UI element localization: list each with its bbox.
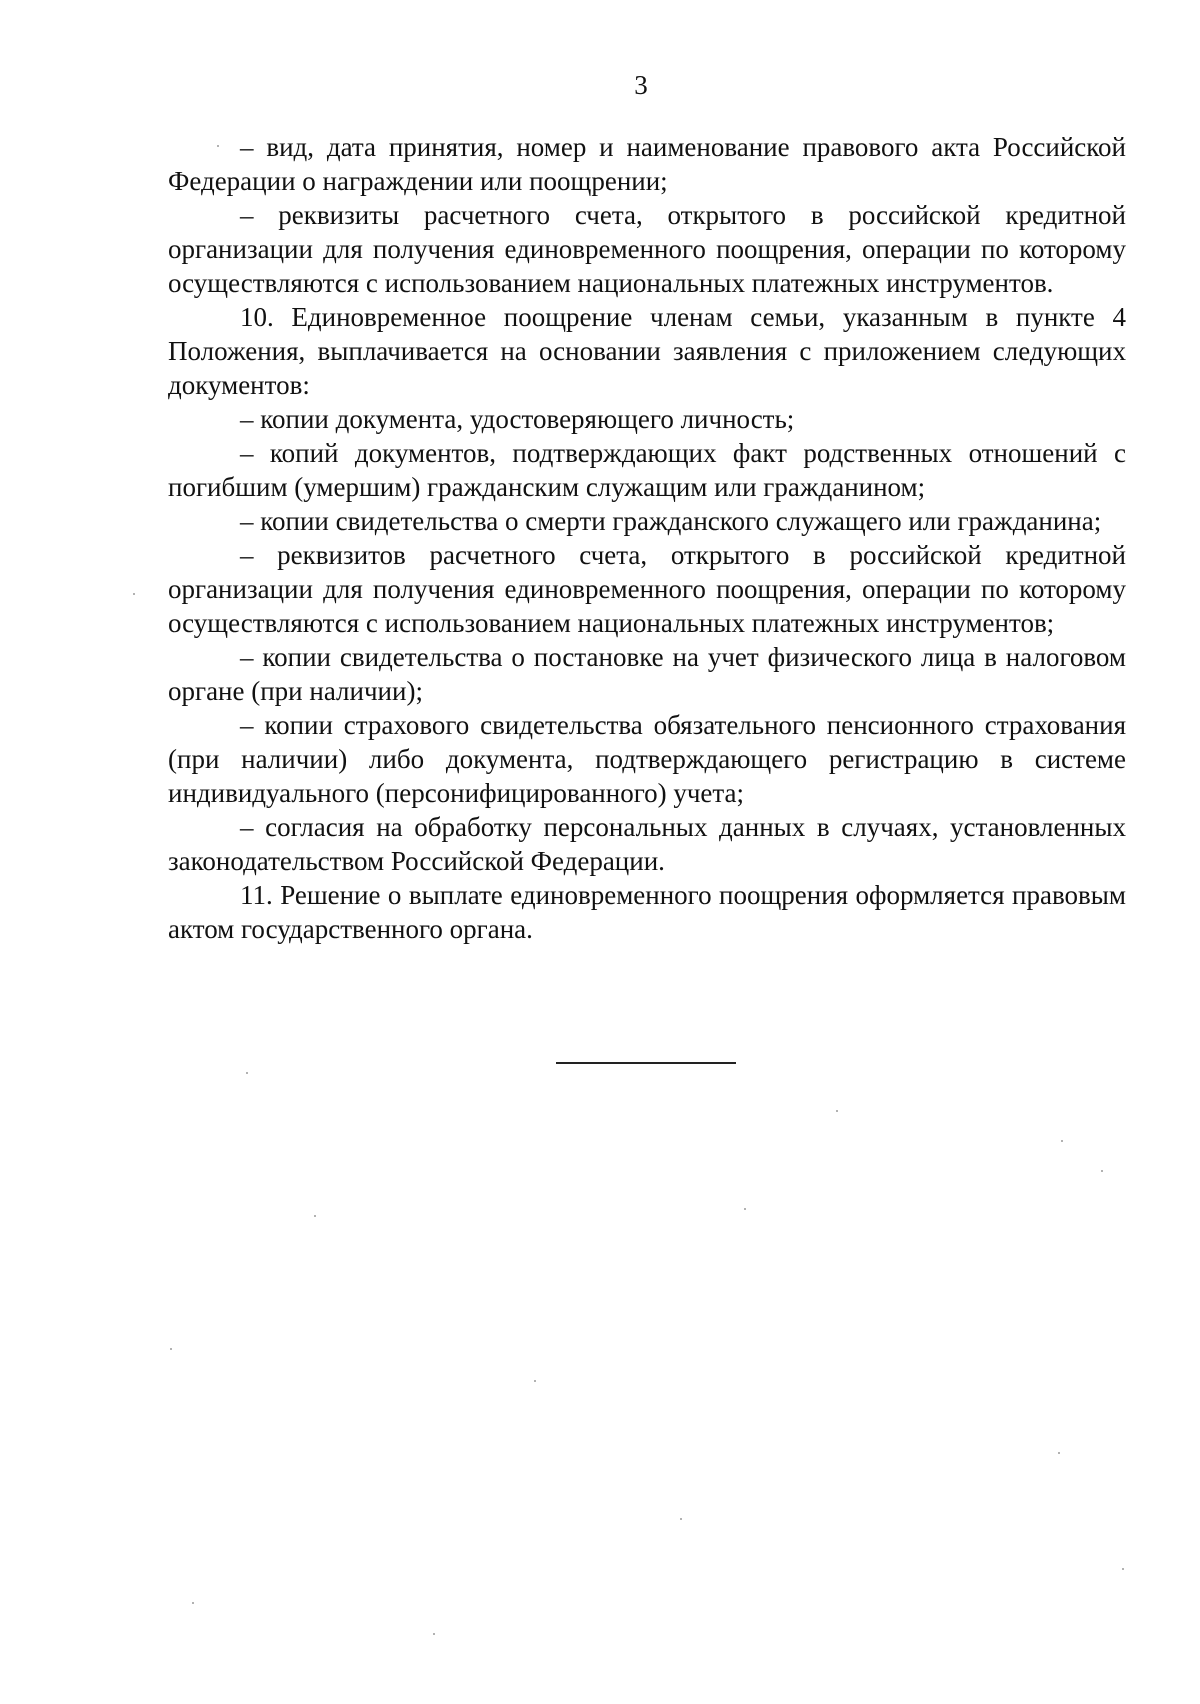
scan-speck [433, 1633, 435, 1635]
scan-speck [1058, 1452, 1060, 1454]
paragraph-bank-account-details: – реквизиты расчетного счета, открытого в российской кредитной организации для получения единовременного поощрения, операции по которому осуществляются с использованием национальных платежных инструментов. [168, 200, 1126, 298]
scan-speck [170, 1348, 172, 1350]
scan-speck [1122, 1568, 1124, 1570]
paragraph-tax-registration: – копии свидетельства о постановке на учет физического лица в налоговом органе (при наличии); [168, 642, 1126, 706]
paragraph-identity-document: – копии документа, удостоверяющего личность; [240, 404, 795, 434]
paragraph-award-act-details: – вид, дата принятия, номер и наименование правового акта Российской Федерации о награждении или поощрении; [168, 132, 1126, 196]
scan-speck [1101, 1170, 1103, 1172]
paragraph-kinship-documents: – копий документов, подтверждающих факт родственных отношений с погибшим (умершим) гражданским служащим или гражданином; [168, 438, 1126, 502]
paragraph-item-10: 10. Единовременное поощрение членам семьи, указанным в пункте 4 Положения, выплачивается на основании заявления с приложением следующих документов: [168, 302, 1126, 400]
scan-speck [836, 1110, 838, 1112]
scan-speck [217, 145, 219, 147]
paragraph-personal-data-consent: – согласия на обработку персональных данных в случаях, установленных законодательством Российской Федерации. [168, 812, 1126, 876]
scan-speck [314, 1215, 316, 1217]
scan-speck [192, 1602, 194, 1604]
paragraph-family-bank-account: – реквизитов расчетного счета, открытого в российской кредитной организации для получения единовременного поощрения, операции по которому осуществляются с использованием национальных платежных инструментов; [168, 540, 1126, 638]
scan-speck [680, 1518, 682, 1520]
scan-speck [246, 1072, 248, 1074]
end-divider [556, 1062, 736, 1064]
paragraph-pension-insurance: – копии страхового свидетельства обязательного пенсионного страхования (при наличии) либо документа, подтверждающего регистрацию в системе индивидуального (персонифицированного) учета; [168, 710, 1126, 808]
paragraph-item-11: 11. Решение о выплате единовременного поощрения оформляется правовым актом государственного органа. [168, 880, 1126, 944]
page-number: 3 [634, 70, 648, 100]
document-body [168, 130, 1126, 946]
scan-speck [534, 1380, 536, 1382]
paragraph-death-certificate: – копии свидетельства о смерти гражданского служащего или гражданина; [240, 506, 1102, 536]
scan-speck [1061, 1140, 1063, 1142]
scan-speck [744, 1208, 746, 1210]
scan-speck [133, 593, 135, 595]
